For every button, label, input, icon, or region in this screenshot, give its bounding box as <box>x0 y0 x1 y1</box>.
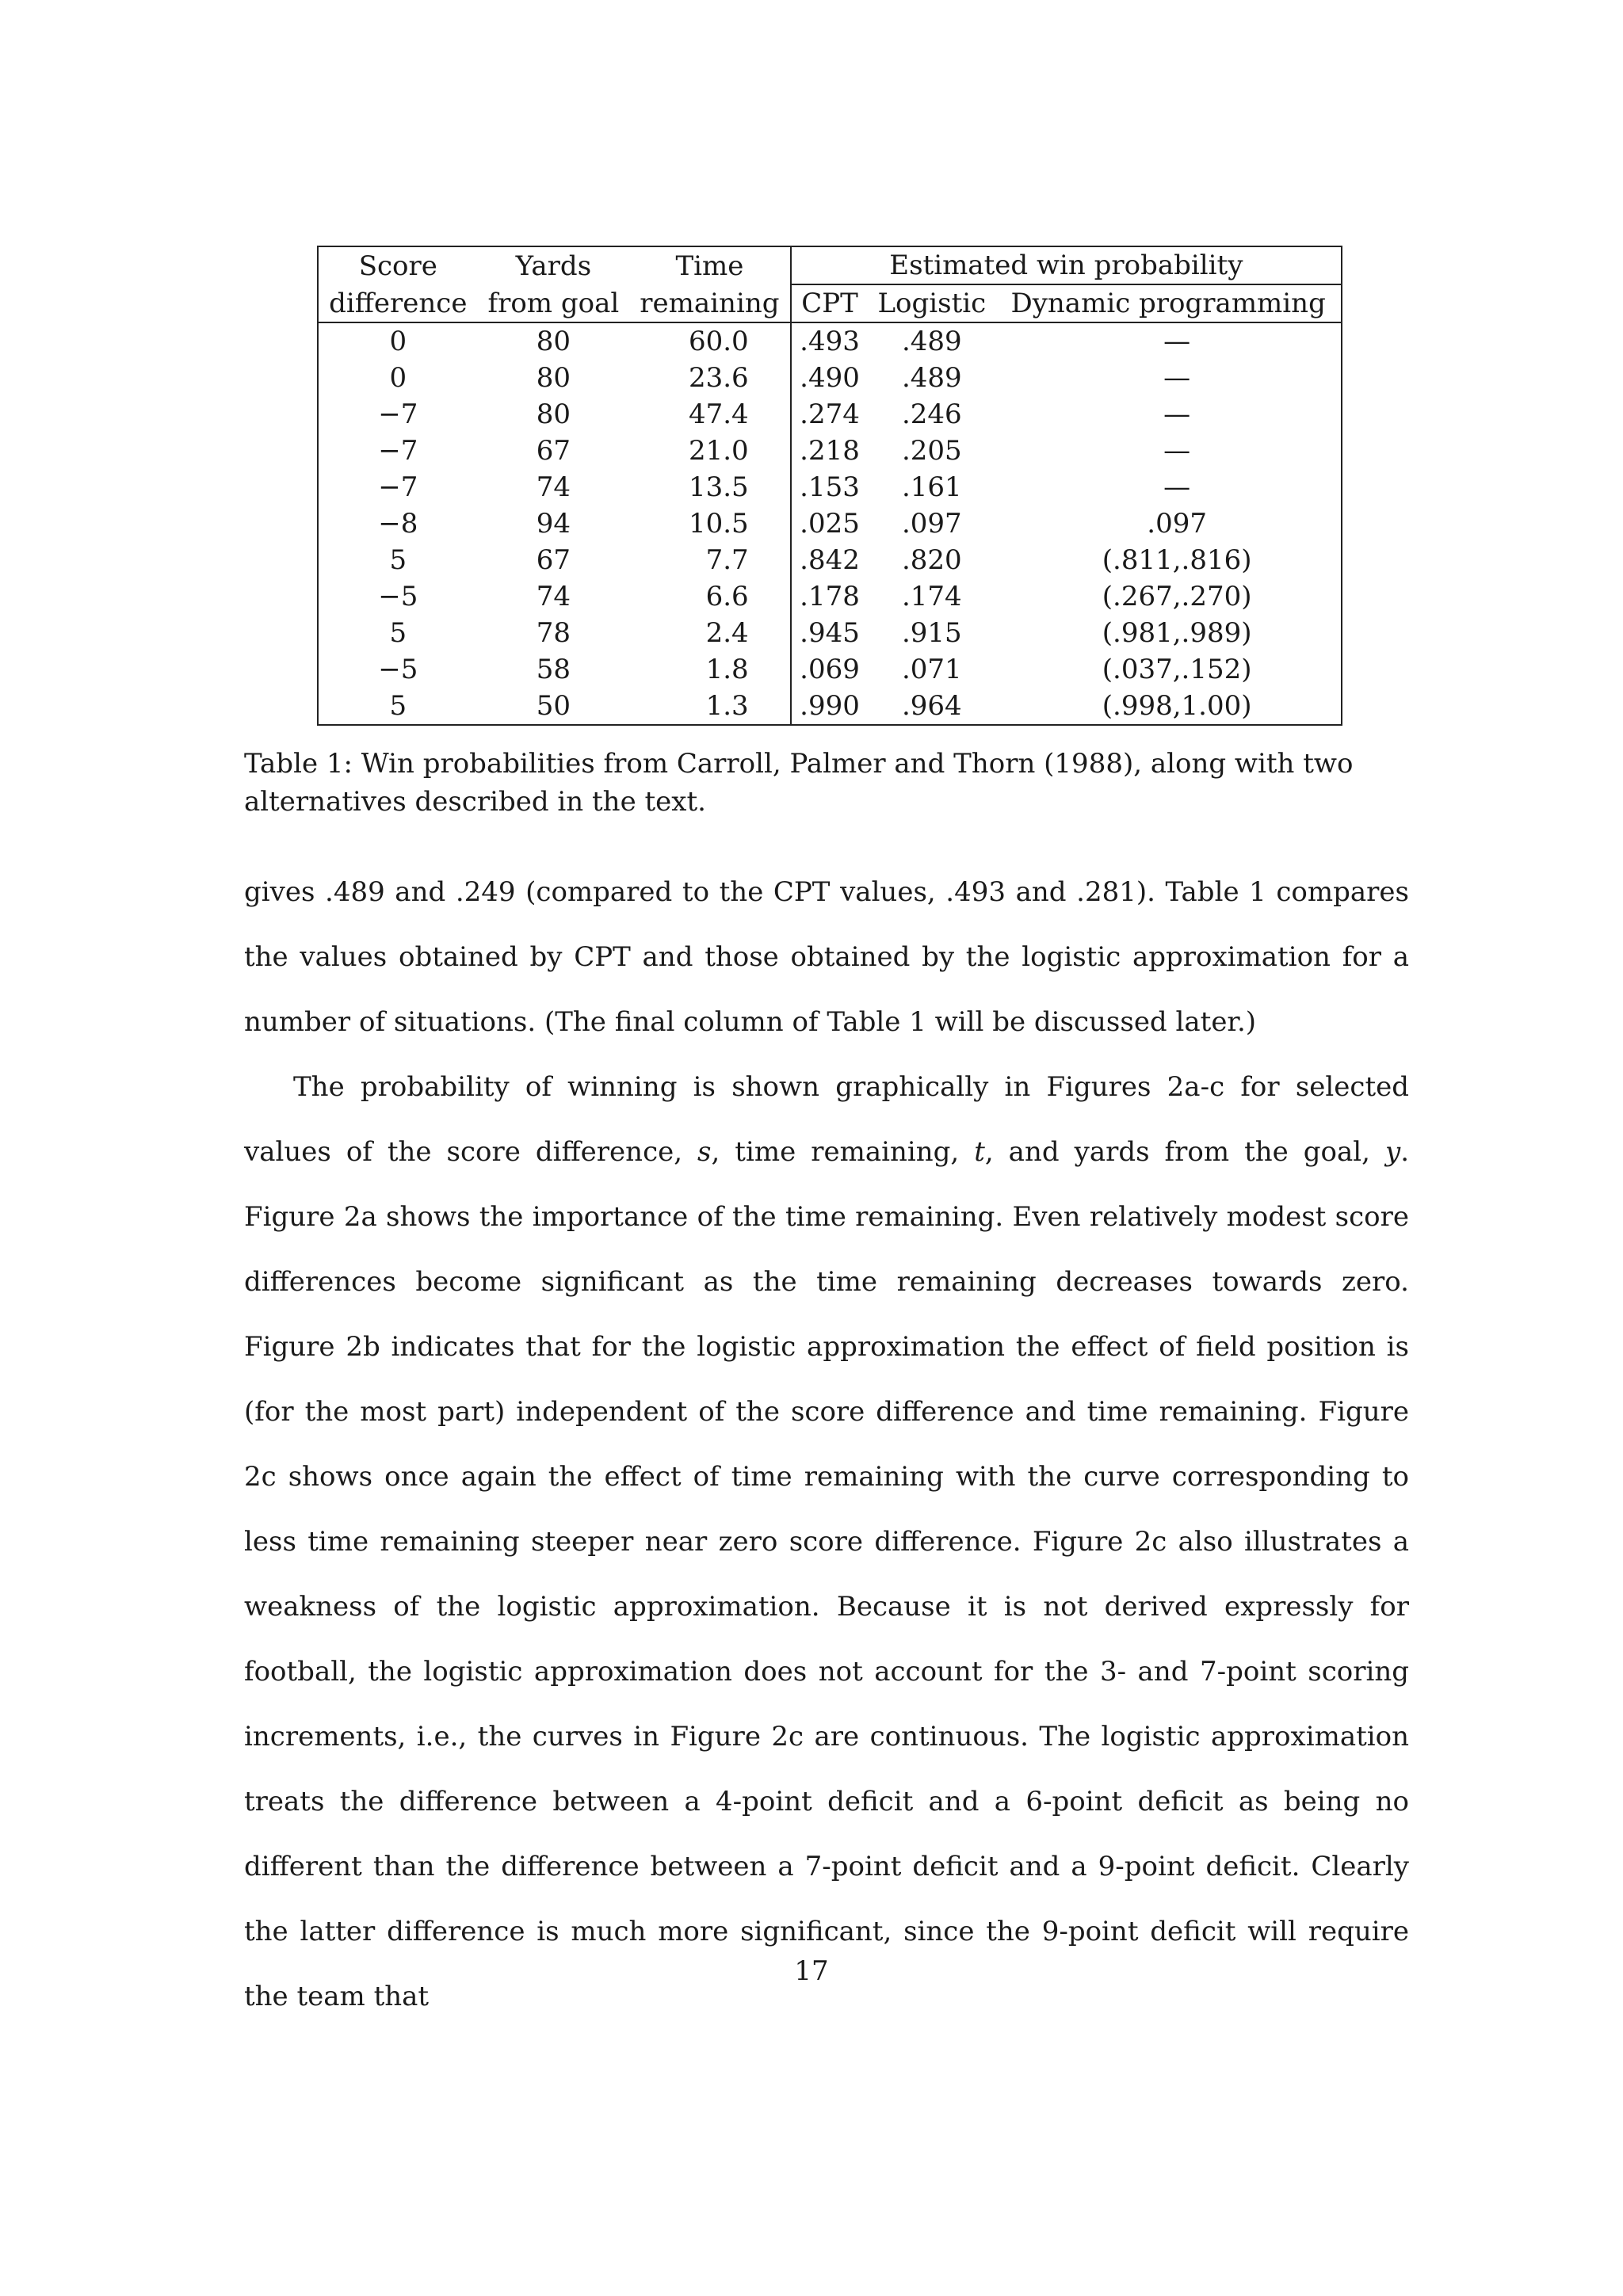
cell-score: −8 <box>378 508 418 540</box>
cell-time: 1.3 <box>705 690 749 722</box>
header-time-line1: Time <box>675 250 744 282</box>
cell-cpt: .945 <box>791 615 869 651</box>
cell-time: 23.6 <box>688 362 749 394</box>
cell-score: 5 <box>389 617 407 649</box>
header-time-line2: remaining <box>629 284 791 322</box>
var-t: t <box>974 1136 985 1168</box>
cell-yards: 78 <box>536 617 571 649</box>
header-yards-line2: from goal <box>478 284 629 322</box>
body-text <box>244 860 1409 2029</box>
cell-score: −7 <box>378 471 418 503</box>
cell-time: 21.0 <box>688 435 749 467</box>
paragraph-1: gives .489 and .249 (compared to the CPT values, .493 and .281). Table 1 compares the values obtained by CPT and those obtained by the logistic approximation for a number of situations. (The final column of Table 1 will be discussed later.) <box>244 876 1409 1038</box>
header-logistic: Logistic <box>868 284 995 322</box>
cell-dp: .097 <box>1147 508 1207 540</box>
table-row <box>318 433 1342 469</box>
cell-score: 0 <box>389 326 407 357</box>
cell-cpt: .274 <box>791 396 869 433</box>
cell-cpt: .218 <box>791 433 869 469</box>
cell-score: −5 <box>378 581 418 612</box>
cell-dp: (.267,.270) <box>1102 581 1252 612</box>
table-row <box>318 322 1342 360</box>
table-row <box>318 651 1342 688</box>
var-y: y <box>1384 1136 1401 1168</box>
table-row <box>318 578 1342 615</box>
cell-dp: — <box>1163 399 1191 430</box>
cell-logistic: .489 <box>901 326 962 357</box>
cell-dp: (.998,1.00) <box>1102 690 1252 722</box>
table-row <box>318 396 1342 433</box>
cell-time: 2.4 <box>705 617 749 649</box>
cell-yards: 74 <box>536 471 571 503</box>
cell-logistic: .097 <box>901 508 962 540</box>
p2-text-b: , time remaining, <box>711 1136 975 1168</box>
cell-cpt: .153 <box>791 469 869 505</box>
p2-text-a: The probability of winning is shown graphically in Figures 2a-c for selected values of the score difference, <box>244 1071 1409 1168</box>
cell-dp: (.981,.989) <box>1102 617 1252 649</box>
header-estimated-win-probability: Estimated win probability <box>791 246 1342 284</box>
cell-logistic: .246 <box>901 399 962 430</box>
cell-time: 6.6 <box>705 581 749 612</box>
table-row <box>318 615 1342 651</box>
cell-logistic: .161 <box>901 471 962 503</box>
cell-time: 13.5 <box>688 471 749 503</box>
cell-dp: — <box>1163 435 1191 467</box>
cell-time: 47.4 <box>688 399 749 430</box>
cell-yards: 74 <box>536 581 571 612</box>
paragraph-2 <box>244 1055 1409 2029</box>
cell-score: 5 <box>389 544 407 576</box>
cell-cpt: .493 <box>791 322 869 360</box>
header-score-line1: Score <box>358 250 437 282</box>
table-body <box>318 322 1342 725</box>
cell-time: 60.0 <box>688 326 749 357</box>
cell-yards: 67 <box>536 435 571 467</box>
cell-yards: 80 <box>536 362 571 394</box>
cell-score: 5 <box>389 690 407 722</box>
cell-logistic: .174 <box>901 581 962 612</box>
cell-logistic: .071 <box>901 654 962 685</box>
cell-score: −5 <box>378 654 418 685</box>
cell-logistic: .205 <box>901 435 962 467</box>
cell-yards: 58 <box>536 654 571 685</box>
cell-cpt: .490 <box>791 360 869 396</box>
cell-cpt: .025 <box>791 505 869 542</box>
win-probability-table <box>317 246 1342 726</box>
cell-logistic: .964 <box>901 690 962 722</box>
page-number: 17 <box>794 1955 829 1987</box>
table-caption: Table 1: Win probabilities from Carroll, Palmer and Thorn (1988), along with two alternatives described in the text. <box>244 748 1354 818</box>
cell-cpt: .842 <box>791 542 869 578</box>
cell-dp: — <box>1163 471 1191 503</box>
cell-time: 10.5 <box>688 508 749 540</box>
p2-text-c: , and yards from the goal, <box>984 1136 1385 1168</box>
p2-text-d: . Figure 2a shows the importance of the time remaining. Even relatively modest score differences become significant as the time remaining decreases towards zero. Figure 2b indicates that for the logistic approximation the effect of field position is (for the most part) independent of the score difference and time remaining. Figure 2c shows once again the effect of time remaining with the curve corresponding to less time remaining steeper near zero score difference. Figure 2c also illustrates a weakness of the logistic approximation. Because it is not derived expressly for football, the logistic approximation does not account for the 3- and 7-point scoring increments, i.e., the curves in Figure 2c are continuous. The logistic approximation treats the difference between a 4-point deficit and a 6-point deficit as being no different than the difference between a 7-point deficit and a 9-point deficit. Clearly the latter difference is much more significant, since the 9-point deficit will require the team that <box>244 1136 1409 2012</box>
table-row <box>318 688 1342 725</box>
cell-yards: 80 <box>536 326 571 357</box>
cell-score: 0 <box>389 362 407 394</box>
table-row <box>318 469 1342 505</box>
header-dynamic-programming: Dynamic programming <box>995 284 1342 322</box>
cell-yards: 94 <box>536 508 571 540</box>
table-row <box>318 360 1342 396</box>
var-s: s <box>697 1136 712 1168</box>
cell-time: 7.7 <box>705 544 749 576</box>
table-row <box>318 505 1342 542</box>
cell-dp: — <box>1163 362 1191 394</box>
header-cpt: CPT <box>791 284 869 322</box>
header-yards-line1: Yards <box>515 250 592 282</box>
cell-score: −7 <box>378 435 418 467</box>
cell-cpt: .990 <box>791 688 869 725</box>
cell-yards: 50 <box>536 690 571 722</box>
cell-logistic: .489 <box>901 362 962 394</box>
cell-cpt: .069 <box>791 651 869 688</box>
table-row <box>318 542 1342 578</box>
cell-dp: (.037,.152) <box>1102 654 1252 685</box>
cell-yards: 67 <box>536 544 571 576</box>
cell-time: 1.8 <box>705 654 749 685</box>
cell-logistic: .915 <box>901 617 962 649</box>
header-score-line2: difference <box>318 284 478 322</box>
table-header <box>318 246 1342 322</box>
cell-logistic: .820 <box>901 544 962 576</box>
cell-cpt: .178 <box>791 578 869 615</box>
cell-dp: (.811,.816) <box>1102 544 1252 576</box>
cell-score: −7 <box>378 399 418 430</box>
cell-yards: 80 <box>536 399 571 430</box>
cell-dp: — <box>1163 326 1191 357</box>
